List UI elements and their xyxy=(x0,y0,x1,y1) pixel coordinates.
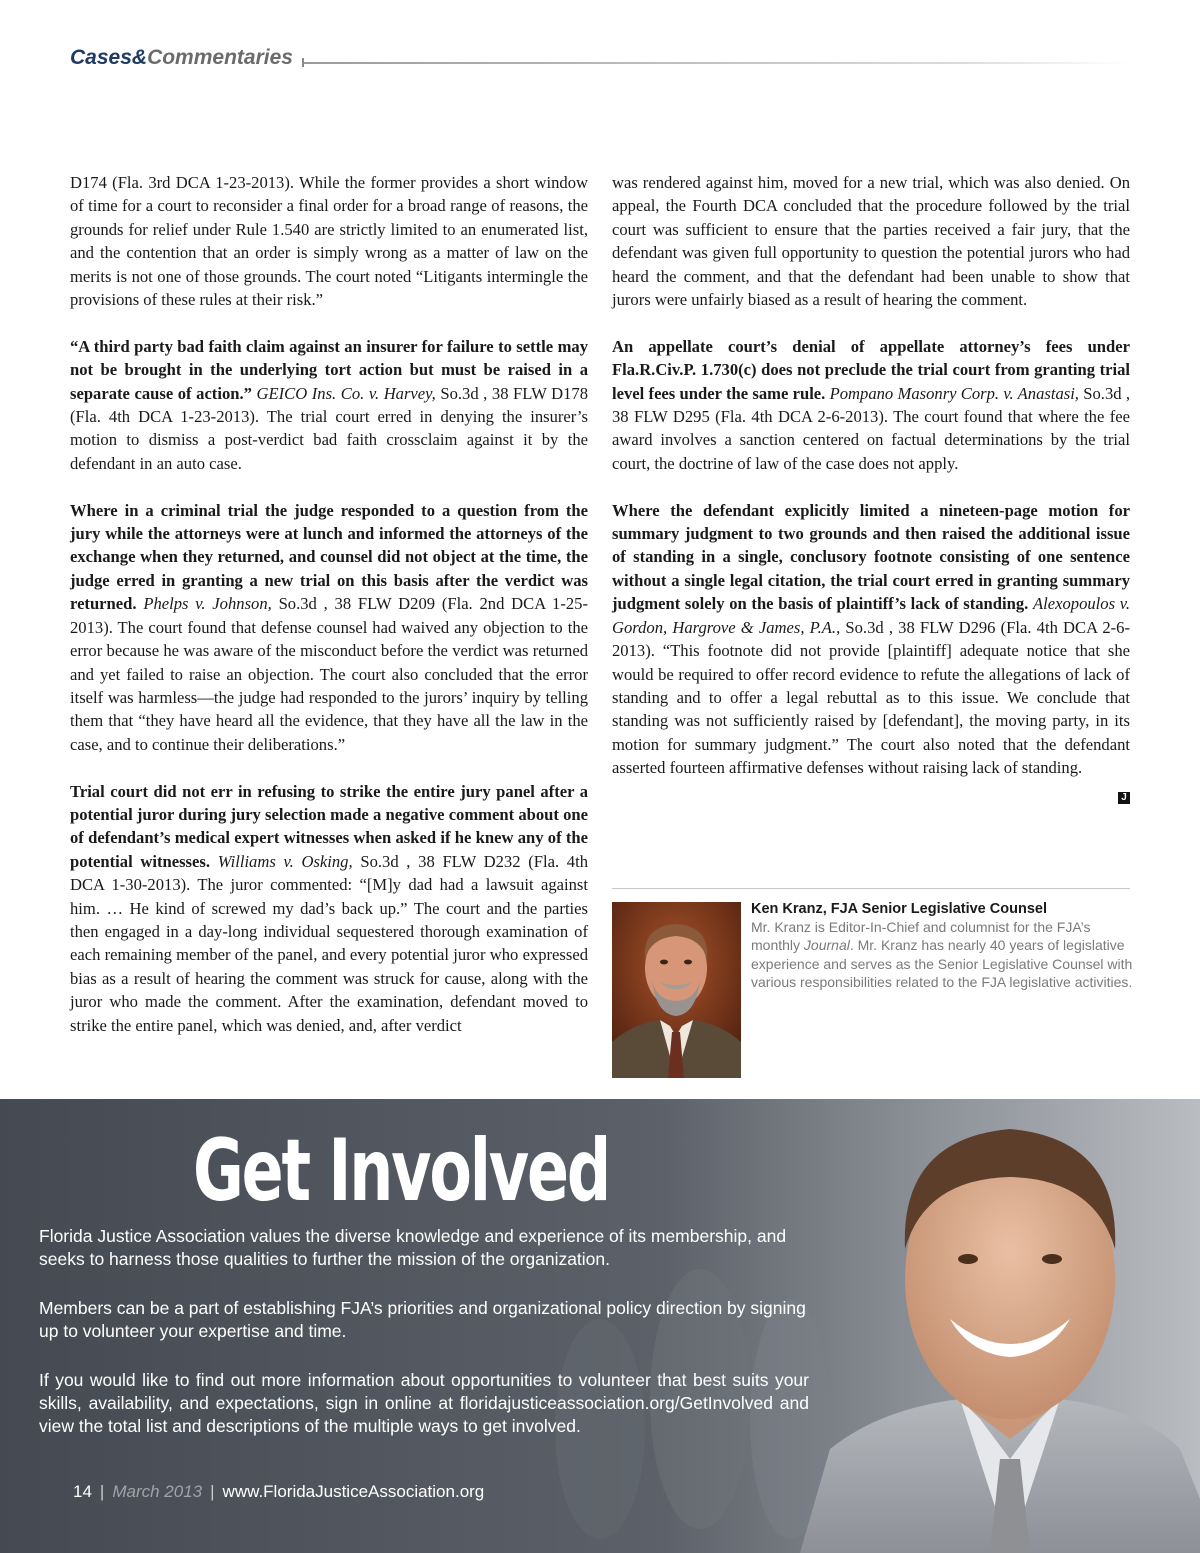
banner-paragraph-2: Members can be a part of establishing FJA’s priorities and organizational policy direction by signing up to volunteer your expertise and time. xyxy=(39,1297,806,1342)
banner-paragraph-3: If you would like to find out more information about opportunities to volunteer that best suits your skills, availability, and expectations, sign in online at floridajusticeassociation.org/GetInvolved and view the total list and descriptions of the multiple ways to get involved. xyxy=(39,1369,809,1437)
left-paragraph-1: D174 (Fla. 3rd DCA 1-23-2013). While the former provides a short window of time for a court to reconsider a final order for a broad range of reasons, the grounds for relief under Rule 1.540 are strictly limited to an enumerated list, and the contention that an order is simply wrong as a matter of law on the merits is not one of those grounds. The court noted “Litigants intermingle the provisions of these rules at their risk.” xyxy=(70,173,588,310)
left-paragraph-4 xyxy=(70,780,588,1037)
right-paragraph-3 xyxy=(612,499,1130,780)
case-summary: So.3d , 38 FLW D209 (Fla. 2nd DCA 1-25-2013). The court found that defense counsel had waived any objection to the error because he was aware of the misconduct before the verdict was returned and yet failed to raise an objection. The court also concluded that the error itself was harmless—the judge had responded to the jurors’ inquiry by telling them that “they have heard all the evidence, that they have all the law in the case, and to continue their deliberations.” xyxy=(70,594,588,754)
right-paragraph-2 xyxy=(612,335,1130,475)
page-footer xyxy=(73,1482,484,1502)
footer-separator: | xyxy=(210,1482,215,1501)
bio-journal-title: Journal xyxy=(803,937,850,954)
author-portrait-illustration xyxy=(612,902,741,1078)
issue-date: March 2013 xyxy=(112,1482,203,1501)
get-involved-banner xyxy=(0,1099,1200,1553)
page-number: 14 xyxy=(73,1482,92,1501)
author-description xyxy=(751,918,1141,991)
author-bio xyxy=(751,900,1141,991)
end-mark-glyph: J xyxy=(1118,792,1130,804)
bio-divider xyxy=(612,888,1130,889)
case-summary: So.3d , 38 FLW D296 (Fla. 4th DCA 2-6-2013). “This footnote did not provide [plaintiff] adequate notice that she would be required to offer record evidence to refute the allegations of lack of standing and to offer a legal rebuttal as to this issue. We conclude that standing was not sufficiently raised by [defendant], the moving party, in its motion for summary judgment.” The court also noted that the defendant asserted fourteen affirmative defenses without raising lack of standing. xyxy=(612,617,1130,778)
case-citation: Alexopoulos v. Gordon, Hargrove & James, P.A., xyxy=(612,594,1130,637)
case-summary: So.3d , 38 FLW D295 (Fla. 4th DCA 2-6-2013). The court found that where the fee award involves a sanction centered on factual determinations by the trial court, the doctrine of law of the case does not apply. xyxy=(612,383,1130,473)
banner-title: Get Involved xyxy=(193,1121,609,1221)
section-title xyxy=(70,46,293,70)
left-paragraph-3 xyxy=(70,499,588,756)
case-summary: So.3d , 38 FLW D178 (Fla. 4th DCA 1-23-2013). The trial court erred in denying the insurer’s motion to dismiss a post-verdict bad faith crossclaim against it by the defendant in an auto case. xyxy=(70,383,588,473)
right-column xyxy=(612,171,1130,806)
running-header xyxy=(70,46,1130,76)
bio-text-part1: Mr. Kranz is Editor-In-Chief and columnist for the FJA’s monthly xyxy=(751,919,1091,954)
footer-separator: | xyxy=(99,1482,105,1501)
case-citation: Williams v. Osking, xyxy=(217,851,353,871)
case-citation: GEICO Ins. Co. v. Harvey, xyxy=(256,383,436,403)
left-column xyxy=(70,171,588,1060)
banner-paragraph-1: Florida Justice Association values the diverse knowledge and experience of its membership, and seeks to harness those qualities to further the mission of the organization. xyxy=(39,1226,787,1270)
right-paragraph-1: was rendered against him, moved for a new trial, which was also denied. On appeal, the Fourth DCA concluded that the procedure followed by the trial court was sufficient to ensure that the parties received a fair jury, that the defendant was given full opportunity to question the potential jurors who had heard the comment, and that the defendant had been unable to show that jurors were unfairly biased as a result of hearing the comment. xyxy=(612,173,1130,310)
case-holding: Where the defendant explicitly limited a nineteen-page motion for summary judgment to two grounds and then raised the additional issue of standing in a single, conclusory footnote consisting of one sentence without a single legal citation, the trial court erred in granting summary judgment solely on the basis of plaintiff’s lack of standing. xyxy=(612,500,1130,614)
case-holding: An appellate court’s denial of appellate attorney’s fees under Fla.R.Civ.P. 1.730(c) does not preclude the trial court from granting trial level fees under the same rule. xyxy=(612,336,1130,403)
author-name: Ken Kranz, FJA Senior Legislative Counsel xyxy=(751,901,1047,917)
left-paragraph-2 xyxy=(70,335,588,475)
article-end-mark xyxy=(612,783,1130,806)
case-summary: So.3d , 38 FLW D232 (Fla. 4th DCA 1-30-2013). The juror commented: “[M]y dad had a lawsuit against him. … He kind of screwed my dad’s back up.” The court and the parties then engaged in a day-long individual sequestered thorough examination of each remaining member of the panel, and every potential juror who expressed bias as a result of hearing the comment was struck for cause, along with the juror who made the comment. After the examination, defendant moved to strike the entire panel, which was denied, and, after verdict xyxy=(70,851,589,1035)
bio-text-part2: . Mr. Kranz has nearly 40 years of legislative experience and serves as the Senior Legislative Counsel with various responsibilities related to the FJA legislative activities. xyxy=(751,937,1133,990)
website-link[interactable]: www.FloridaJusticeAssociation.org xyxy=(222,1482,485,1501)
author-photo xyxy=(612,902,741,1078)
case-citation: Pompano Masonry Corp. v. Anastasi, xyxy=(829,383,1079,403)
case-holding: “A third party bad faith claim against an insurer for failure to settle may not be brought in the underlying tort action but must be raised in a separate cause of action.” xyxy=(70,336,588,403)
case-holding: Where in a criminal trial the judge responded to a question from the jury while the attorneys were at lunch and informed the attorneys of the exchange when they returned, and counsel did not object at the time, the judge erred in granting a new trial on this basis after the verdict was returned. xyxy=(70,500,588,614)
case-citation: Phelps v. Johnson, xyxy=(143,594,272,614)
section-title-part2: Commentaries xyxy=(147,46,293,69)
banner-body xyxy=(39,1225,809,1464)
header-rule xyxy=(302,62,1130,64)
case-holding: Trial court did not err in refusing to strike the entire jury panel after a potential juror during jury selection made a negative comment about one of defendant’s medical expert witnesses when asked if he knew any of the potential witnesses. xyxy=(70,781,588,871)
section-title-part1: Cases& xyxy=(70,46,148,69)
